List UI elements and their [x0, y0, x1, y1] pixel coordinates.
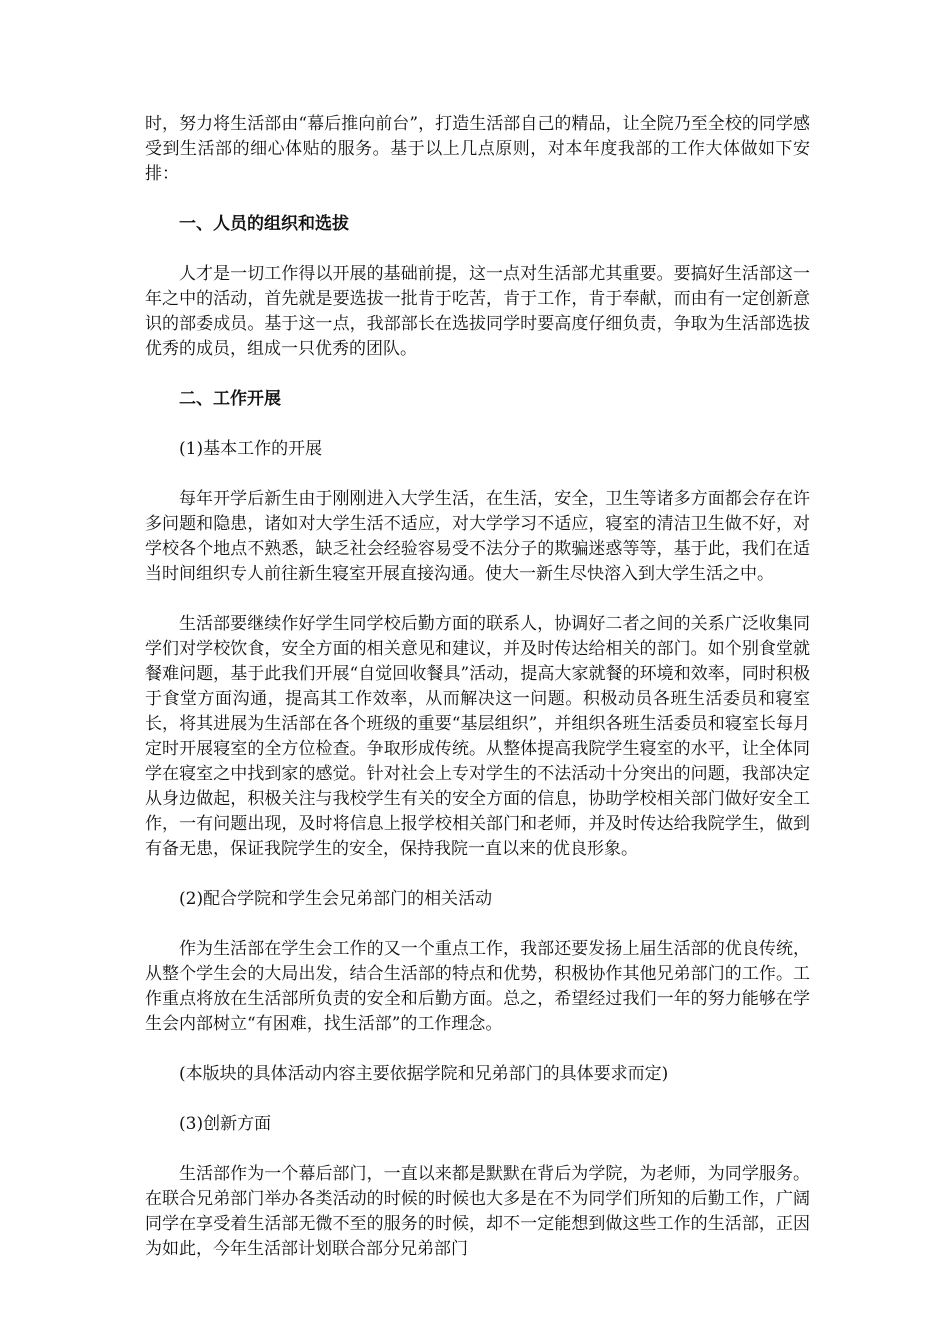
- subheading-innovation: (3)创新方面: [179, 1114, 272, 1134]
- paragraph-logistics: 生活部要继续作好学生同学校后勤方面的联系人，协调好二者之间的关系广泛收集同学们对学校饮食，安全方面的相关意见和建议，并及时传达给相关的部门。如个别食堂就餐难问题，基于此我们开展“自觉回收餐具”活动，提高大家就餐的环境和效率，同时积极于食堂方面沟通，提高其工作效率，从而解决这一问题。积极动员各班生活委员和寝室长，将其进展为生活部在各个班级的重要“基层组织”，并组织各班生活委员和寝室长每月定时开展寝室的全方位检查。争取形成传统。从整体提高我院学生寝室的水平，让全体同学在寝室之中找到家的感觉。针对社会上专对学生的不法活动十分突出的问题，我部决定从身边做起，积极关注与我校学生有关的安全方面的信息，协助学校相关部门做好安全工作，一有问题出现，及时将信息上报学校相关部门和老师，并及时传达给我院学生，做到有备无患，保证我院学生的安全，保持我院一直以来的优良形象。: [145, 614, 810, 859]
- subheading-basic-work: (1)基本工作的开展: [179, 439, 323, 459]
- section-heading-work: 二、工作开展: [179, 389, 281, 409]
- paragraph-freshmen: 每年开学后新生由于刚刚进入大学生活，在生活，安全，卫生等诸多方面都会存在许多问题和隐患，诸如对大学生活不适应，对大学学习不适应，寝室的清洁卫生做不好，对学校各个地点不熟悉，缺乏社会经验容易受不法分子的欺骗迷惑等等，基于此，我们在适当时间组织专人前往新生寝室开展直接沟通。使大一新生尽快溶入到大学生活之中。: [145, 489, 810, 584]
- paragraph-personnel: 人才是一切工作得以开展的基础前提，这一点对生活部尤其重要。要搞好生活部这一年之中的活动，首先就是要选拔一批肯于吃苦，肯于工作，肯于奉献，而由有一定创新意识的部委成员。基于这一点，我部部长在选拔同学时要高度仔细负责，争取为生活部选拔优秀的成员，组成一只优秀的团队。: [145, 264, 810, 359]
- document-page: [145, 112, 810, 1287]
- paragraph-cooperation: 作为生活部在学生会工作的又一个重点工作，我部还要发扬上届生活部的优良传统，从整个学生会的大局出发，结合生活部的特点和优势，积极协作其他兄弟部门的工作。工作重点将放在生活部所负责的安全和后勤方面。总之，希望经过我们一年的努力能够在学生会内部树立“有困难，找生活部”的工作理念。: [145, 939, 810, 1034]
- paragraph-intro: 时，努力将生活部由“幕后推向前台”，打造生活部自己的精品，让全院乃至全校的同学感受到生活部的细心体贴的服务。基于以上几点原则，对本年度我部的工作大体做如下安排：: [145, 114, 810, 184]
- subheading-cooperation: (2)配合学院和学生会兄弟部门的相关活动: [179, 889, 493, 909]
- paragraph-innovation: 生活部作为一个幕后部门，一直以来都是默默在背后为学院，为老师，为同学服务。在联合兄弟部门举办各类活动的时候的时候也大多是在不为同学们所知的后勤工作，广阔同学在享受着生活部无微不至的服务的时候，却不一定能想到做这些工作的生活部，正因为如此，今年生活部计划联合部分兄弟部门: [145, 1164, 810, 1259]
- section-heading-personnel: 一、人员的组织和选拔: [179, 214, 349, 234]
- note-activity-content: (本版块的具体活动内容主要依据学院和兄弟部门的具体要求而定): [179, 1064, 669, 1084]
